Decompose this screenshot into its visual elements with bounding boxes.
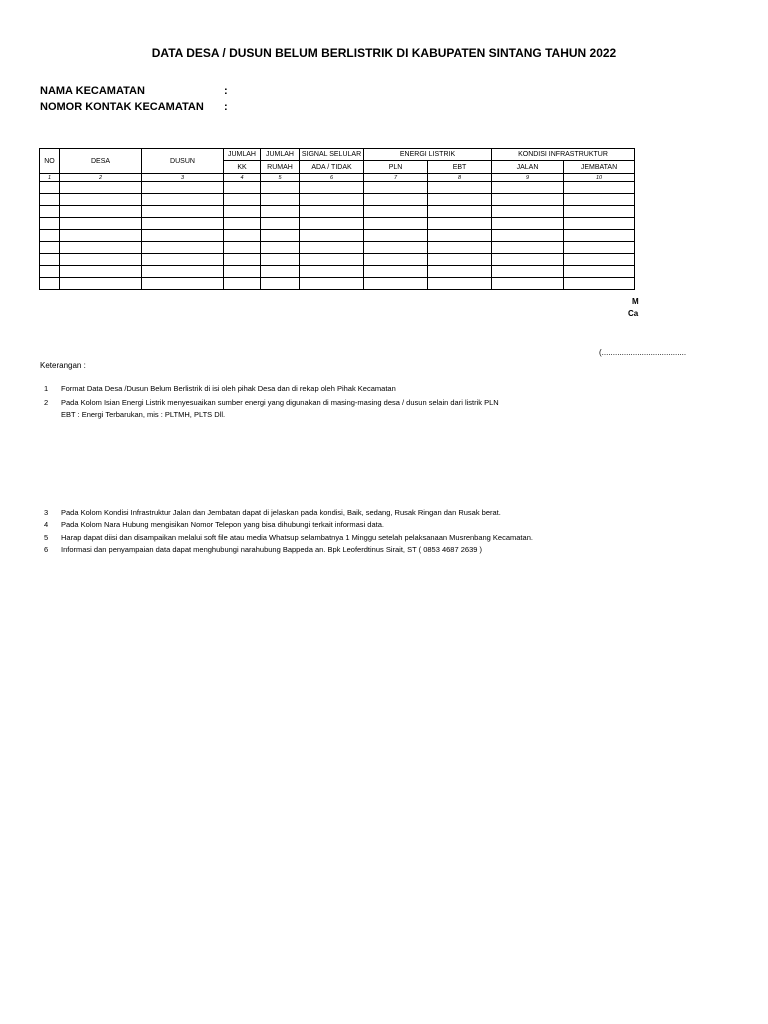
table-row — [40, 218, 635, 230]
table-cell — [142, 206, 224, 218]
table-cell — [224, 230, 261, 242]
table-cell — [492, 230, 564, 242]
table-cell — [492, 254, 564, 266]
table-cell — [564, 278, 635, 290]
table-row — [40, 266, 635, 278]
table-cell — [364, 278, 428, 290]
header-no: NO — [40, 149, 60, 174]
table-row — [40, 242, 635, 254]
table-cell — [261, 278, 300, 290]
table-cell — [224, 266, 261, 278]
header-ebt: EBT — [428, 161, 492, 174]
table-cell — [492, 266, 564, 278]
table-cell — [564, 218, 635, 230]
note-item — [44, 384, 396, 393]
table-cell — [364, 218, 428, 230]
table-cell — [492, 182, 564, 194]
table-cell — [428, 254, 492, 266]
table-cell — [364, 194, 428, 206]
field-nama-kecamatan — [40, 85, 236, 97]
note-text: Harap dapat diisi dan disampaikan melalui soft file atau media Whatsup selambatnya 1 Minggu setelah pelaksanaan Musrenbang Kecamatan. — [61, 533, 533, 542]
header-jalan: JALAN — [492, 161, 564, 174]
header-kondisi: KONDISI INFRASTRUKTUR — [492, 149, 635, 161]
table-body — [40, 182, 635, 290]
table-cell — [428, 266, 492, 278]
field-colon: : — [224, 101, 228, 113]
table-cell — [224, 206, 261, 218]
note-item — [44, 508, 501, 517]
signature-title: Ca — [628, 309, 639, 318]
table-cell — [261, 218, 300, 230]
table-row — [40, 206, 635, 218]
table-cell — [60, 206, 142, 218]
table-cell — [364, 206, 428, 218]
table-cell — [564, 182, 635, 194]
table-cell — [224, 218, 261, 230]
note-number: 1 — [44, 384, 49, 393]
table-cell — [428, 206, 492, 218]
col-number: 8 — [428, 174, 492, 182]
table-cell — [60, 242, 142, 254]
col-number: 10 — [564, 174, 635, 182]
header-ada-tidak: ADA / TIDAK — [300, 161, 364, 174]
table-cell — [261, 230, 300, 242]
note-2-sub: EBT : Energi Terbarukan, mis : PLTMH, PLTS Dll. — [61, 410, 226, 419]
table-cell — [261, 242, 300, 254]
table-cell — [300, 278, 364, 290]
table-cell — [142, 254, 224, 266]
table-cell — [142, 242, 224, 254]
table-cell — [364, 182, 428, 194]
table-row — [40, 254, 635, 266]
table-cell — [300, 182, 364, 194]
column-number-row — [40, 174, 635, 182]
table-cell — [300, 194, 364, 206]
note-text: Pada Kolom Kondisi Infrastruktur Jalan dan Jembatan dapat di jelaskan pada kondisi, Baik, sedang, Rusak Ringan dan Rusak berat. — [61, 508, 501, 517]
table-cell — [224, 182, 261, 194]
note-number: 6 — [44, 545, 49, 554]
table-cell — [40, 242, 60, 254]
page-title: DATA DESA / DUSUN BELUM BERLISTRIK DI KABUPATEN SINTANG TAHUN 2022 — [151, 46, 617, 60]
header-kk: KK — [224, 161, 261, 174]
table-cell — [142, 182, 224, 194]
note-number: 5 — [44, 533, 49, 542]
note-text: Format Data Desa /Dusun Belum Berlistrik di isi oleh pihak Desa dan di rekap oleh Pihak Kecamatan — [61, 384, 396, 393]
note-text: Pada Kolom Nara Hubung mengisikan Nomor Telepon yang bisa dihubungi terkait informasi data. — [61, 520, 384, 529]
table-cell — [224, 278, 261, 290]
field-colon: : — [224, 85, 228, 97]
data-table — [39, 148, 635, 290]
table-cell — [142, 194, 224, 206]
table-cell — [40, 266, 60, 278]
table-cell — [300, 242, 364, 254]
table-cell — [40, 218, 60, 230]
table-cell — [428, 242, 492, 254]
table-cell — [300, 254, 364, 266]
table-cell — [40, 230, 60, 242]
table-cell — [224, 242, 261, 254]
table-cell — [564, 266, 635, 278]
header-signal: SIGNAL SELULAR — [300, 149, 364, 161]
table-cell — [60, 230, 142, 242]
table-cell — [492, 206, 564, 218]
header-jembatan: JEMBATAN — [564, 161, 635, 174]
table-cell — [428, 194, 492, 206]
col-number: 6 — [300, 174, 364, 182]
col-number: 7 — [364, 174, 428, 182]
table-cell — [492, 278, 564, 290]
table-cell — [564, 230, 635, 242]
table-row — [40, 182, 635, 194]
keterangan-label: Keterangan : — [40, 361, 86, 370]
col-number: 3 — [142, 174, 224, 182]
header-dusun: DUSUN — [142, 149, 224, 174]
table-cell — [492, 218, 564, 230]
col-number: 4 — [224, 174, 261, 182]
table-cell — [261, 266, 300, 278]
table-cell — [300, 218, 364, 230]
note-item — [44, 520, 384, 529]
table-cell — [300, 230, 364, 242]
table-cell — [428, 218, 492, 230]
note-item — [44, 398, 499, 407]
table-row — [40, 278, 635, 290]
note-number: 3 — [44, 508, 49, 517]
table-cell — [142, 278, 224, 290]
table-cell — [142, 230, 224, 242]
header-desa: DESA — [60, 149, 142, 174]
table-cell — [428, 230, 492, 242]
table-cell — [261, 206, 300, 218]
table-cell — [60, 218, 142, 230]
header-row — [40, 149, 635, 161]
table-cell — [60, 278, 142, 290]
note-text: Pada Kolom Isian Energi Listrik menyesuaikan sumber energi yang digunakan di masing-masing desa / dusun selain dari listrik PLN — [61, 398, 499, 407]
table-cell — [60, 254, 142, 266]
table-cell — [224, 194, 261, 206]
table-cell — [364, 242, 428, 254]
table-cell — [40, 194, 60, 206]
table-cell — [261, 254, 300, 266]
table-cell — [364, 254, 428, 266]
table-cell — [261, 182, 300, 194]
table-cell — [364, 266, 428, 278]
table-cell — [364, 230, 428, 242]
table-cell — [564, 242, 635, 254]
col-number: 2 — [60, 174, 142, 182]
header-jumlah-rumah: JUMLAH — [261, 149, 300, 161]
note-item — [44, 533, 533, 542]
table-cell — [40, 182, 60, 194]
table-cell — [40, 278, 60, 290]
field-nomor-kontak — [40, 101, 236, 113]
header-jumlah-kk: JUMLAH — [224, 149, 261, 161]
table-row — [40, 230, 635, 242]
signature-name-line: (...................................... — [599, 348, 687, 357]
table-cell — [564, 206, 635, 218]
header-energi: ENERGI LISTRIK — [364, 149, 492, 161]
table-row — [40, 194, 635, 206]
col-number: 9 — [492, 174, 564, 182]
col-number: 5 — [261, 174, 300, 182]
table-cell — [300, 266, 364, 278]
table-cell — [564, 194, 635, 206]
note-number: 2 — [44, 398, 49, 407]
table-cell — [428, 278, 492, 290]
note-item — [44, 545, 482, 554]
table-cell — [492, 242, 564, 254]
note-text: Informasi dan penyampaian data dapat menghubungi narahubung Bappeda an. Bpk Leoferdtinus Sirait, ST ( 0853 4687 2639 ) — [61, 545, 482, 554]
table-cell — [60, 194, 142, 206]
table-cell — [142, 266, 224, 278]
col-number: 1 — [40, 174, 60, 182]
table-cell — [40, 206, 60, 218]
table-cell — [60, 182, 142, 194]
header-rumah: RUMAH — [261, 161, 300, 174]
table-cell — [492, 194, 564, 206]
table-cell — [428, 182, 492, 194]
table-cell — [564, 254, 635, 266]
table-cell — [40, 254, 60, 266]
note-number: 4 — [44, 520, 49, 529]
table-cell — [261, 194, 300, 206]
table-cell — [60, 266, 142, 278]
signature-place: M — [632, 297, 639, 306]
table-cell — [142, 218, 224, 230]
field-label: NAMA KECAMATAN — [40, 85, 145, 97]
header-pln: PLN — [364, 161, 428, 174]
field-label: NOMOR KONTAK KECAMATAN — [40, 101, 204, 113]
table-cell — [300, 206, 364, 218]
table-cell — [224, 254, 261, 266]
